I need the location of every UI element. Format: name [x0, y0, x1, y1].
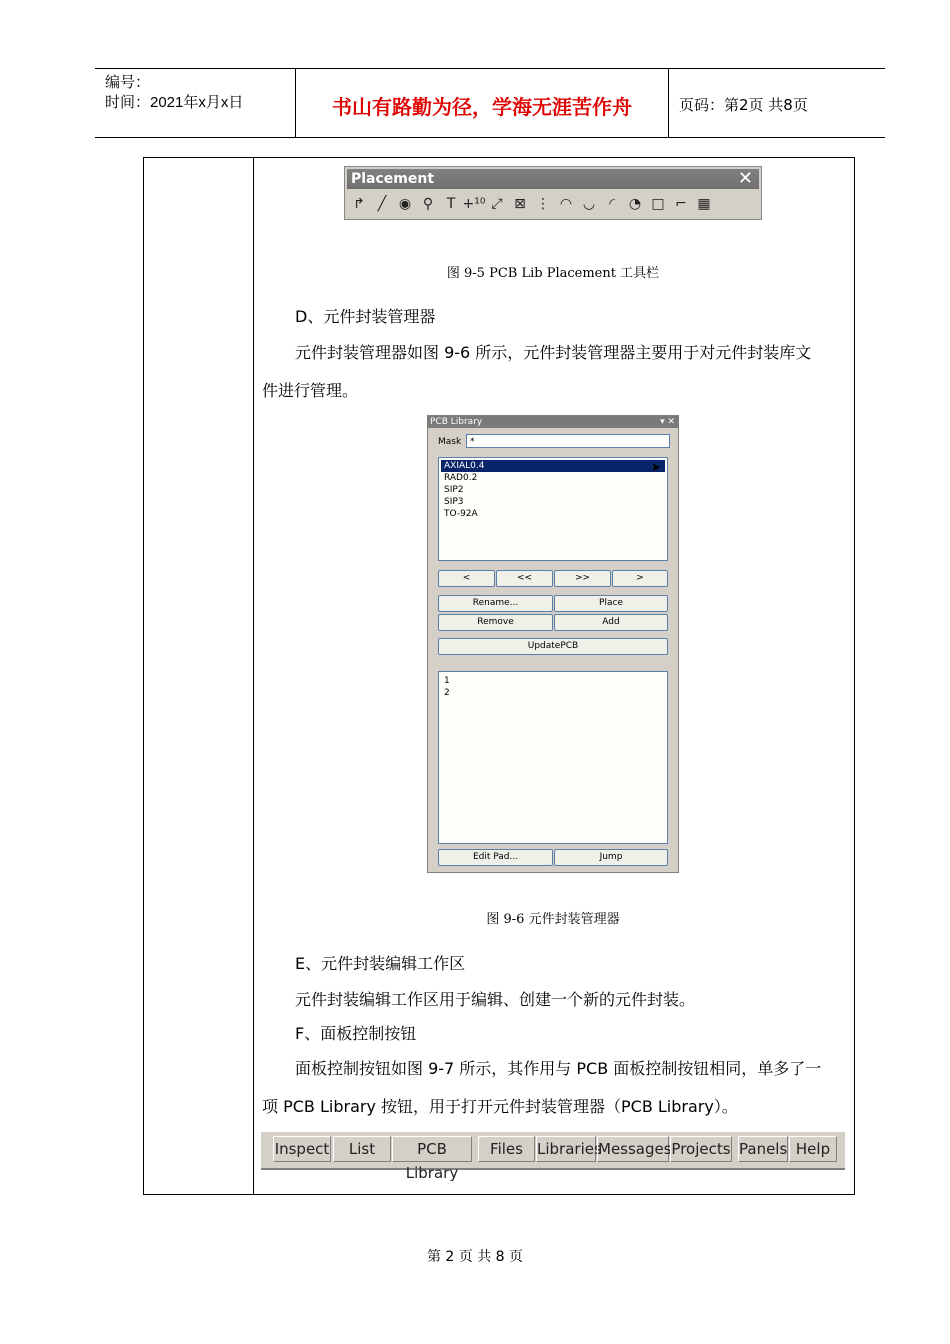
remove-button[interactable]: Remove	[438, 614, 553, 631]
page-header	[95, 68, 885, 138]
arc-edge-icon[interactable]: ◡	[582, 196, 596, 212]
help-button[interactable]: Help	[789, 1136, 837, 1162]
list-item[interactable]: 1	[444, 676, 450, 686]
list-item[interactable]: 2	[444, 688, 450, 698]
section-f-text-1: 面板控制按钮如图 9-7 所示，其作用与 PCB 面板控制按钮相同，单多了一	[295, 1059, 822, 1078]
arc-any-icon[interactable]: ◜	[609, 196, 615, 212]
origin-icon[interactable]: ⊠	[514, 196, 526, 212]
next-button[interactable]: >	[612, 570, 668, 587]
last-button[interactable]: >>	[554, 570, 611, 587]
line-icon[interactable]: ╱	[377, 196, 387, 212]
header-page-cell	[669, 69, 885, 137]
panel-menu-close-icon[interactable]: ▾ ✕	[660, 417, 675, 427]
placement-title-text: Placement	[351, 171, 435, 187]
header-motto: 书山有路勤为径，学海无涯苦作舟	[332, 95, 632, 119]
first-button[interactable]: <<	[496, 570, 553, 587]
polygon-icon[interactable]: ⌐	[675, 196, 687, 212]
component-list[interactable]	[438, 457, 668, 561]
inspect-button[interactable]: Inspect	[273, 1136, 331, 1162]
files-button[interactable]: Files	[478, 1136, 535, 1162]
update-pcb-button[interactable]: UpdatePCB	[438, 638, 668, 655]
list-item[interactable]: SIP3	[444, 497, 464, 507]
figure-caption-9-5: 图 9-5 PCB Lib Placement 工具栏	[446, 266, 660, 281]
close-icon[interactable]: ✕	[737, 168, 753, 189]
header-page-label: 页码：第2页 共8页	[679, 96, 808, 114]
pcb-library-title: PCB Library	[430, 417, 483, 427]
list-item[interactable]: SIP2	[444, 485, 464, 495]
jump-button[interactable]: Jump	[554, 849, 668, 866]
section-d-text-1: 元件封装管理器如图 9-6 所示，元件封装管理器主要用于对元件封装库文	[295, 343, 812, 362]
projects-button[interactable]: Projects	[670, 1136, 732, 1162]
placement-toolbar-title	[347, 169, 759, 189]
placement-toolbar	[344, 166, 762, 220]
header-info-cell	[95, 69, 296, 137]
panel-control-bar	[261, 1132, 845, 1182]
pcb-library-button[interactable]: PCB Library	[392, 1136, 472, 1162]
section-e-text: 元件封装编辑工作区用于编辑、创建一个新的元件封装。	[295, 990, 696, 1009]
place-button[interactable]: Place	[554, 595, 668, 612]
prev-button[interactable]: <	[438, 570, 495, 587]
section-d-title: D、元件封装管理器	[295, 307, 436, 326]
list-item[interactable]: TO-92A	[444, 509, 478, 519]
track-icon[interactable]: ↱	[353, 196, 365, 212]
pcb-library-titlebar	[428, 416, 678, 428]
pad-list[interactable]	[438, 671, 668, 844]
mask-input[interactable]: *	[466, 434, 670, 448]
page-footer: 第 2 页 共 8 页	[426, 1249, 524, 1265]
list-item[interactable]: AXIAL0.4	[441, 460, 665, 472]
room-icon[interactable]: ⋮	[536, 196, 550, 212]
via-icon[interactable]: ⚲	[422, 196, 434, 212]
section-d-text-2: 件进行管理。	[262, 381, 359, 400]
string-icon[interactable]: T	[446, 196, 456, 212]
rename-button[interactable]: Rename...	[438, 595, 553, 612]
figure-caption-9-6: 图 9-6 元件封装管理器	[486, 912, 620, 927]
circle-icon[interactable]: ◔	[628, 196, 642, 212]
section-f-text-2: 项 PCB Library 按钮，用于打开元件封装管理器（PCB Library）。	[262, 1097, 738, 1116]
section-e-title: E、元件封装编辑工作区	[295, 954, 466, 973]
mouse-pointer-icon: ➤	[650, 460, 661, 474]
list-button[interactable]: List	[333, 1136, 391, 1162]
fill-icon[interactable]: □	[651, 196, 665, 212]
libraries-button[interactable]: Libraries	[536, 1136, 596, 1162]
list-item[interactable]: RAD0.2	[444, 473, 478, 483]
arc-center-icon[interactable]: ◠	[559, 196, 573, 212]
column-divider	[253, 158, 254, 1194]
array-paste-icon[interactable]: ▦	[697, 196, 711, 212]
pad-icon[interactable]: ◉	[398, 196, 412, 212]
messages-button[interactable]: Messages	[597, 1136, 669, 1162]
mask-label: Mask	[438, 437, 462, 447]
pcb-library-panel	[427, 415, 679, 873]
dimension-icon[interactable]: ⤢	[491, 196, 503, 212]
doc-time-label: 时间：2021年x月x日	[105, 94, 244, 111]
panels-button[interactable]: Panels	[738, 1136, 788, 1162]
coordinate-icon[interactable]: +¹⁰	[462, 196, 486, 212]
edit-pad-button[interactable]: Edit Pad...	[438, 849, 553, 866]
placement-icon-row	[349, 192, 714, 216]
section-f-title: F、面板控制按钮	[295, 1024, 417, 1043]
add-button[interactable]: Add	[554, 614, 668, 631]
doc-number-label: 编号：	[105, 74, 151, 91]
header-motto-cell	[296, 69, 669, 137]
